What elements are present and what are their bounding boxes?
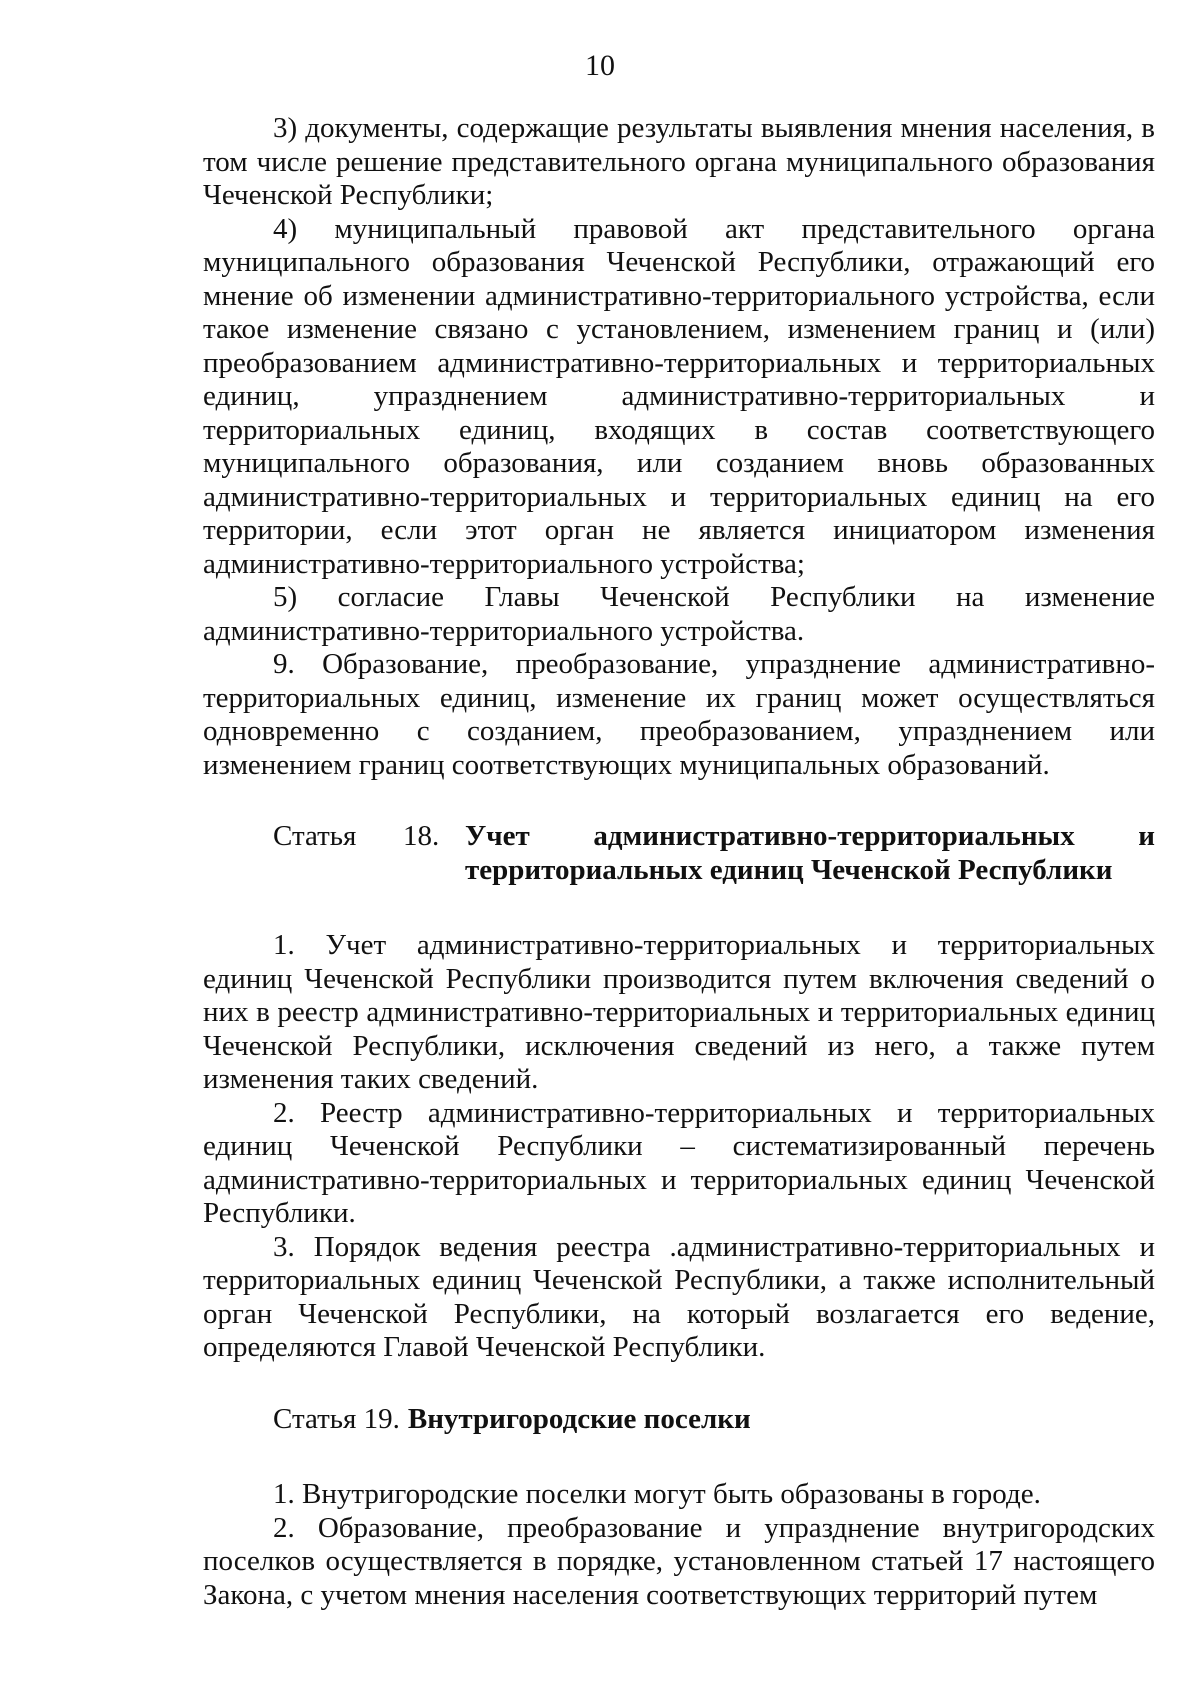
- title-word: административно-территориальных: [593, 820, 1075, 852]
- spacer: [203, 1365, 1155, 1403]
- list-item-5: 5) согласие Главы Чеченской Республики на изменение административно-территориального устройства.: [203, 581, 1155, 647]
- page-number: 10: [585, 49, 615, 82]
- article-number: 18.: [403, 820, 440, 852]
- paragraph-9: 9. Образование, преобразование, упразднение административно-территориальных единиц, изменение их границ может осуществляться одновременно с созданием, преобразованием, упразднением или изменением границ соответствующих муниципальных образований.: [203, 648, 1155, 781]
- article-19-para-1: 1. Внутригородские поселки могут быть образованы в городе.: [273, 1478, 1041, 1510]
- spacer: [203, 887, 1155, 929]
- article-18-para-1: 1. Учет административно-территориальных и территориальных единиц Чеченской Республики производится путем включения сведений о них в реестр административно-территориальных и территориальных единиц Чеченской Республики, исключения сведений из него, а также путем изменения таких сведений.: [203, 929, 1155, 1095]
- article-18-lead: [203, 820, 465, 887]
- article-18-para-3: 3. Порядок ведения реестра .административно-территориальных и территориальных единиц Чеченской Республики, а также исполнительный орган Чеченской Республики, на который возлагается его ведение, определяются Главой Чеченской Республики.: [203, 1230, 1155, 1363]
- article-18-para-2: 2. Реестр административно-территориальных и территориальных единиц Чеченской Республики – систематизированный перечень административно-территориальных и территориальных единиц Чеченской Республики.: [203, 1096, 1155, 1229]
- article-18-title: [465, 820, 1155, 887]
- article-18-title-line-2: территориальных единиц Чеченской Республики: [465, 853, 1113, 886]
- article-word: Статья: [273, 820, 357, 852]
- article-18-title-line-1: [465, 820, 1155, 854]
- list-item-4: 4) муниципальный правовой акт представительного органа муниципального образования Чеченской Республики, отражающий его мнение об изменении административно-территориального устройства, если такое изменение связано с установлением, изменением границ и (или) преобразованием административно-территориальных и территориальных единиц, упразднением административно-территориальных и территориальных единиц, входящих в состав соответствующего муниципального образования, или созданием вновь образованных административно-территориальных и территориальных единиц на его территории, если этот орган не является инициатором изменения административно-территориального устройства;: [203, 212, 1155, 580]
- article-19-lead: Статья 19.: [273, 1402, 400, 1435]
- title-word: Учет: [465, 820, 530, 852]
- title-word: и: [1138, 820, 1155, 852]
- spacer: [203, 1436, 1155, 1478]
- article-18-heading: [203, 820, 1155, 887]
- spacer: [203, 782, 1155, 820]
- document-body: [203, 112, 1155, 1612]
- article-19-title: Внутригородские поселки: [407, 1402, 751, 1435]
- list-item-3: 3) документы, содержащие результаты выявления мнения населения, в том числе решение представительного органа муниципального образования Чеченской Республики;: [203, 112, 1155, 211]
- article-19-heading: [203, 1403, 1155, 1437]
- article-19-para-2: 2. Образование, преобразование и упразднение внутригородских поселков осуществляется в порядке, установленном статьей 17 настоящего Закона, с учетом мнения населения соответствующих территорий путем: [203, 1511, 1155, 1611]
